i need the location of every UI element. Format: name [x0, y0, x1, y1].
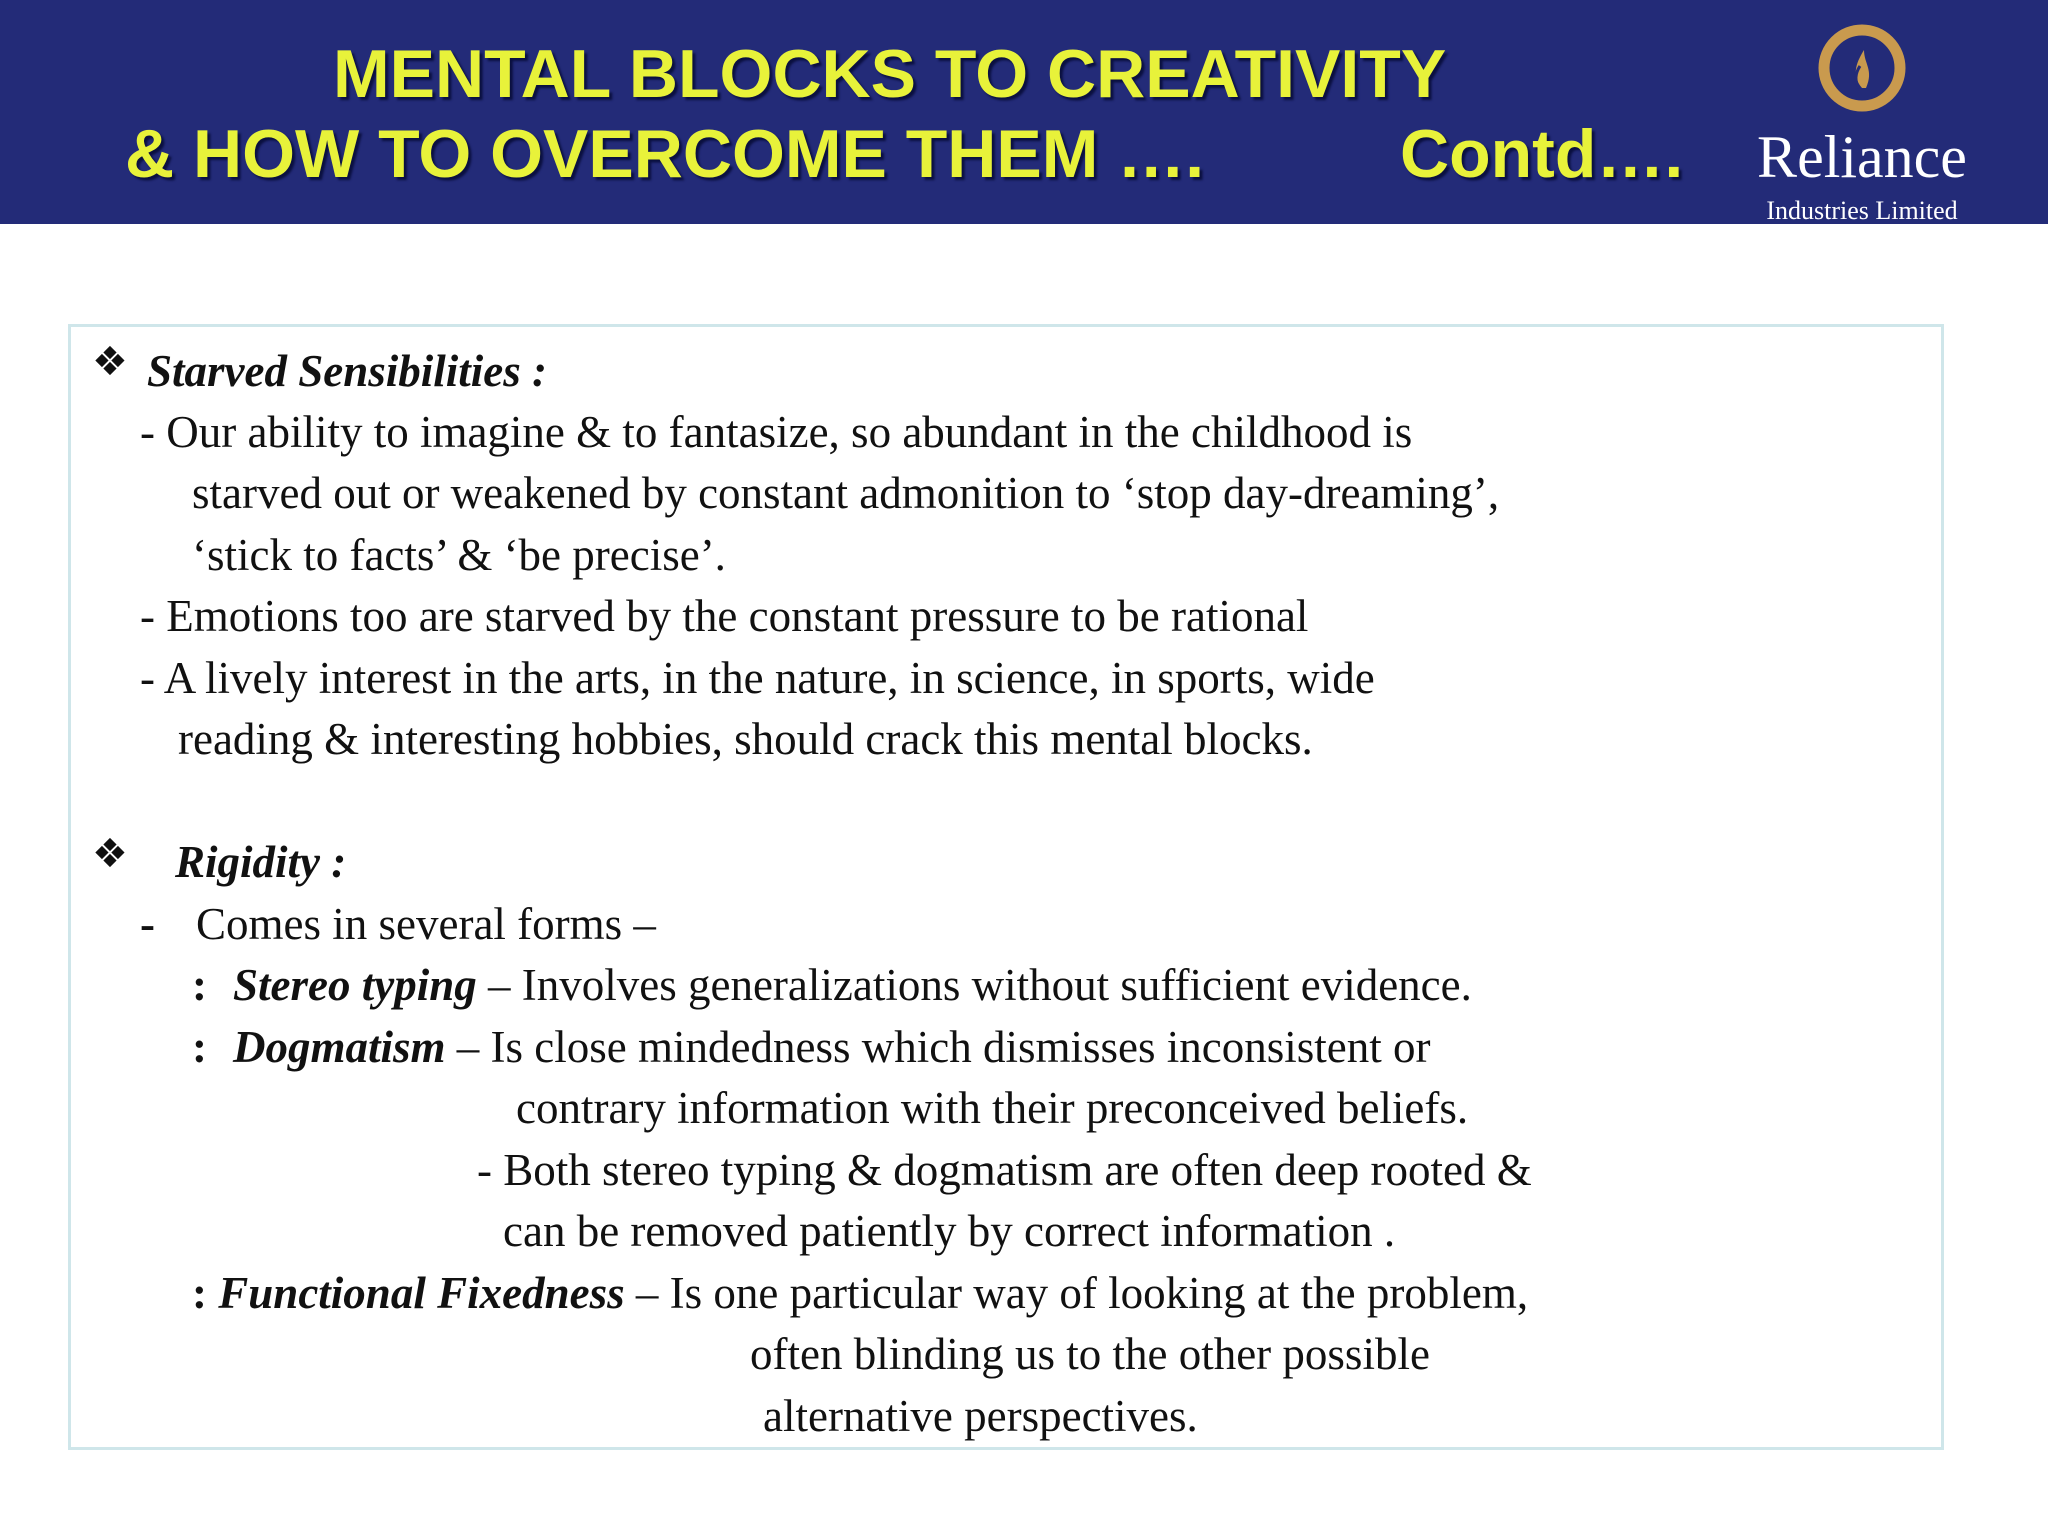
- term-description: – Is close mindedness which dismisses inconsistent or: [445, 1022, 1431, 1072]
- slide-title-contd: Contd….: [1400, 116, 1684, 192]
- text-line: - A lively interest in the arts, in the nature, in science, in sports, wide: [140, 653, 1375, 703]
- reliance-logo: [1730, 22, 2010, 225]
- definition-stereo-typing: [192, 960, 1472, 1010]
- text-line: - Our ability to imagine & to fantasize, so abundant in the childhood is: [140, 407, 1413, 457]
- diamond-bullet-icon: ❖: [92, 339, 128, 385]
- text-line: alternative perspectives.: [763, 1391, 1198, 1441]
- text-line: reading & interesting hobbies, should crack this mental blocks.: [178, 714, 1313, 764]
- reliance-emblem-icon: [1814, 22, 1910, 118]
- text-line: can be removed patiently by correct information .: [503, 1206, 1396, 1256]
- section-heading-rigidity: Rigidity :: [175, 837, 347, 887]
- term-functional-fixedness: Functional Fixedness: [218, 1268, 625, 1318]
- term-stereo-typing: Stereo typing: [233, 960, 477, 1010]
- slide-title-line2: & HOW TO OVERCOME THEM ….: [125, 116, 1205, 192]
- logo-wordmark: Reliance: [1757, 124, 1967, 190]
- term-dogmatism: Dogmatism: [233, 1022, 446, 1072]
- text-line: Comes in several forms –: [196, 899, 656, 949]
- slide-title-line1: MENTAL BLOCKS TO CREATIVITY: [333, 36, 1447, 112]
- colon-marker: :: [192, 1022, 207, 1072]
- text-line: - Emotions too are starved by the constant pressure to be rational: [140, 591, 1309, 641]
- dash-marker: -: [140, 899, 155, 949]
- term-description: – Is one particular way of looking at the problem,: [624, 1268, 1529, 1318]
- colon-marker: :: [192, 960, 207, 1010]
- text-line: starved out or weakened by constant admonition to ‘stop day-dreaming’,: [192, 468, 1500, 518]
- text-line: contrary information with their preconceived beliefs.: [516, 1083, 1469, 1133]
- definition-functional-fixedness: [192, 1268, 1529, 1318]
- header-banner: [0, 0, 2048, 224]
- colon-marker: :: [192, 1268, 219, 1318]
- term-description: – Involves generalizations without sufficient evidence.: [476, 960, 1472, 1010]
- text-line: - Both stereo typing & dogmatism are often deep rooted &: [477, 1145, 1532, 1195]
- logo-subtitle: Industries Limited: [1766, 196, 1958, 225]
- text-line: ‘stick to facts’ & ‘be precise’.: [192, 530, 726, 580]
- text-line: often blinding us to the other possible: [750, 1329, 1430, 1379]
- definition-dogmatism: [192, 1022, 1431, 1072]
- diamond-bullet-icon: ❖: [92, 831, 128, 877]
- section-heading-starved: Starved Sensibilities :: [147, 346, 548, 396]
